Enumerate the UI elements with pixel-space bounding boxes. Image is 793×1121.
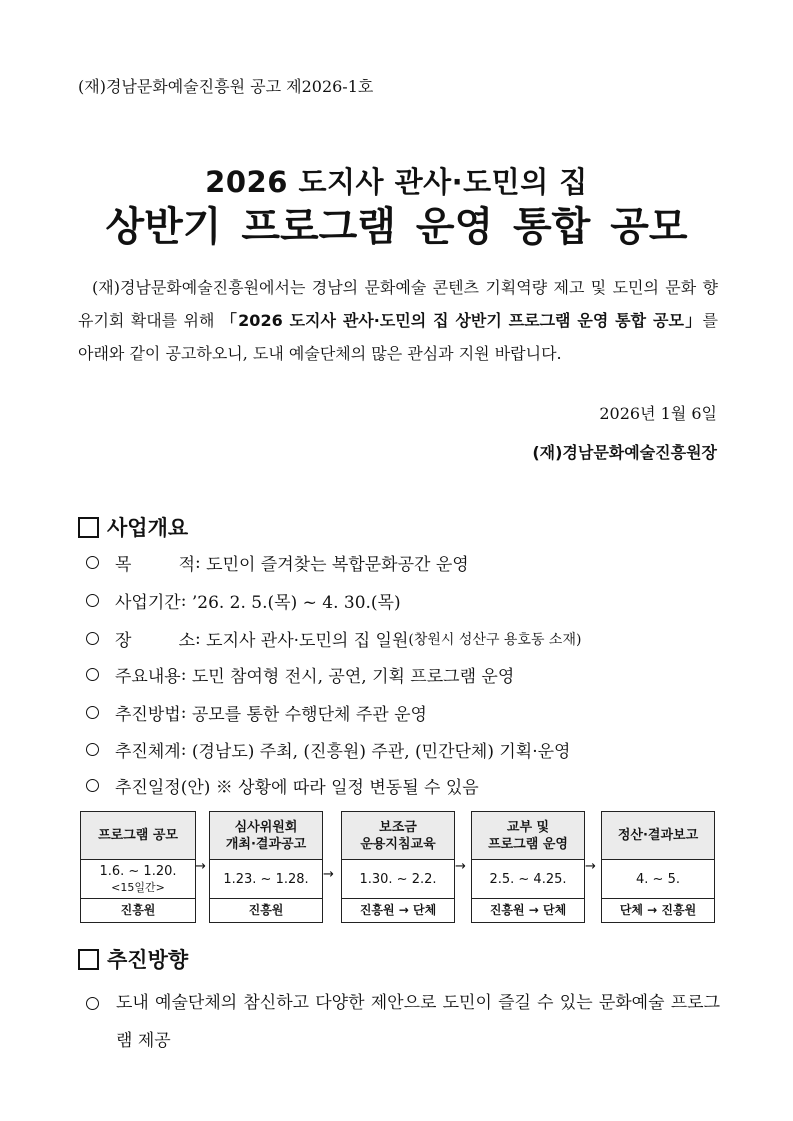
flow-step-1	[80, 811, 196, 923]
circle-bullet-icon	[86, 594, 99, 607]
list-item: 목 적 : 도민이 즐겨찾는 복합문화공간 운영	[86, 550, 469, 575]
flow-step-date: 2.5. ~ 4.25.	[472, 860, 584, 899]
item-label: 목 적	[115, 555, 195, 575]
item-label: 추진일정(안)	[115, 778, 211, 798]
item-label: 추진체계	[115, 742, 181, 762]
flow-step-3	[341, 811, 455, 923]
intro-text-2: 를 아래와 같이 공고하오니, 도내 예술단체의 많은 관심과 지원 바랍니다.	[78, 311, 718, 363]
circle-bullet-icon	[86, 706, 99, 719]
flow-step-date: 1.30. ~ 2.2.	[342, 860, 454, 899]
item-label: 장 소	[115, 631, 195, 651]
flow-step-org: 진흥원	[248, 903, 284, 917]
list-item: 주요내용 : 도민 참여형 전시, 공연, 기획 프로그램 운영	[86, 662, 514, 687]
title-line-2: 상반기 프로그램 운영 통합 공모	[105, 204, 688, 250]
list-item: 추진체계 : (경남도) 주최, (진흥원) 주관, (민간단체) 기획·운영	[86, 737, 570, 762]
flow-step-org: 진흥원 → 단체	[489, 903, 567, 917]
list-item: 장 소 : 도지사 관사·도민의 집 일원 (창원시 성산구 용호동 소재)	[86, 626, 581, 651]
title-line-1: 2026 도지사 관사·도민의 집	[205, 165, 588, 199]
flow-step-5	[601, 811, 715, 923]
intro-text-1: (재)경남문화예술진흥원에서는 경남의 문화예술 콘텐츠 기획역량 제고 및 도민의 문화 향유기회 확대를 위해	[78, 278, 718, 330]
arrow-right-icon: →	[585, 859, 596, 874]
direction-text: 도내 예술단체의 참신하고 다양한 제안으로 도민이 즐길 수 있는 문화예술 프로그램 제공	[116, 993, 720, 1051]
item-label: 주요내용	[115, 667, 181, 687]
notice-date: 2026년 1월 6일	[599, 404, 717, 423]
circle-bullet-icon	[86, 997, 99, 1010]
item-note: (창원시 성산구 용호동 소재)	[408, 631, 582, 648]
flow-step-head: 교부 및 프로그램 운영	[472, 812, 584, 860]
list-item: 사업기간 : ’26. 2. 5.(목) ~ 4. 30.(목)	[86, 588, 401, 613]
section-header-direction	[78, 944, 188, 974]
item-value: 도민이 즐겨찾는 복합문화공간 운영	[206, 555, 469, 575]
flow-step-org: 진흥원 → 단체	[359, 903, 437, 917]
section-header-overview	[78, 512, 188, 542]
item-value: 도지사 관사·도민의 집 일원	[206, 631, 409, 651]
flow-step-head: 프로그램 공모	[81, 812, 195, 860]
flow-step-head: 정산·결과보고	[602, 812, 714, 860]
arrow-right-icon: →	[195, 859, 206, 874]
flow-step-2	[209, 811, 323, 923]
item-value: 도민 참여형 전시, 공연, 기획 프로그램 운영	[191, 667, 515, 687]
circle-bullet-icon	[86, 743, 99, 756]
checkbox-square-icon	[78, 517, 99, 538]
list-item	[86, 773, 479, 798]
item-value: ’26. 2. 5.(목) ~ 4. 30.(목)	[191, 593, 401, 613]
flow-step-head: 보조금 운용지침교육	[342, 812, 454, 860]
circle-bullet-icon	[86, 632, 99, 645]
item-label: 사업기간	[115, 593, 181, 613]
section-title: 추진방향	[107, 948, 189, 972]
arrow-right-icon: →	[323, 867, 334, 882]
flow-step-4	[471, 811, 585, 923]
circle-bullet-icon	[86, 668, 99, 681]
notice-number: (재)경남문화예술진흥원 공고 제2026-1호	[78, 77, 374, 96]
circle-bullet-icon	[86, 556, 99, 569]
flow-step-org: 단체 → 진흥원	[619, 903, 697, 917]
intro-paragraph	[78, 271, 718, 370]
checkbox-square-icon	[78, 949, 99, 970]
item-value: 공모를 통한 수행단체 주관 운영	[191, 705, 427, 725]
item-label: 추진방법	[115, 705, 181, 725]
flow-step-head: 심사위원회 개최·결과공고	[210, 812, 322, 860]
arrow-right-icon: →	[455, 859, 466, 874]
flow-step-date: 1.23. ~ 1.28.	[210, 860, 322, 899]
flow-step-date: 1.6. ~ 1.20. <15일간>	[81, 860, 195, 899]
item-value: (경남도) 주최, (진흥원) 주관, (민간단체) 기획·운영	[191, 742, 571, 762]
section-title: 사업개요	[107, 516, 189, 540]
item-value: ※ 상황에 따라 일정 변동될 수 있음	[215, 778, 479, 798]
flow-step-date: 4. ~ 5.	[602, 860, 714, 899]
issuer: (재)경남문화예술진흥원장	[532, 443, 717, 462]
flow-step-org: 진흥원	[120, 903, 156, 917]
list-item: 추진방법 : 공모를 통한 수행단체 주관 운영	[86, 700, 427, 725]
circle-bullet-icon	[86, 779, 99, 792]
intro-bold-title: 「2026 도지사 관사·도민의 집 상반기 프로그램 운영 통합 공모」	[220, 311, 703, 330]
